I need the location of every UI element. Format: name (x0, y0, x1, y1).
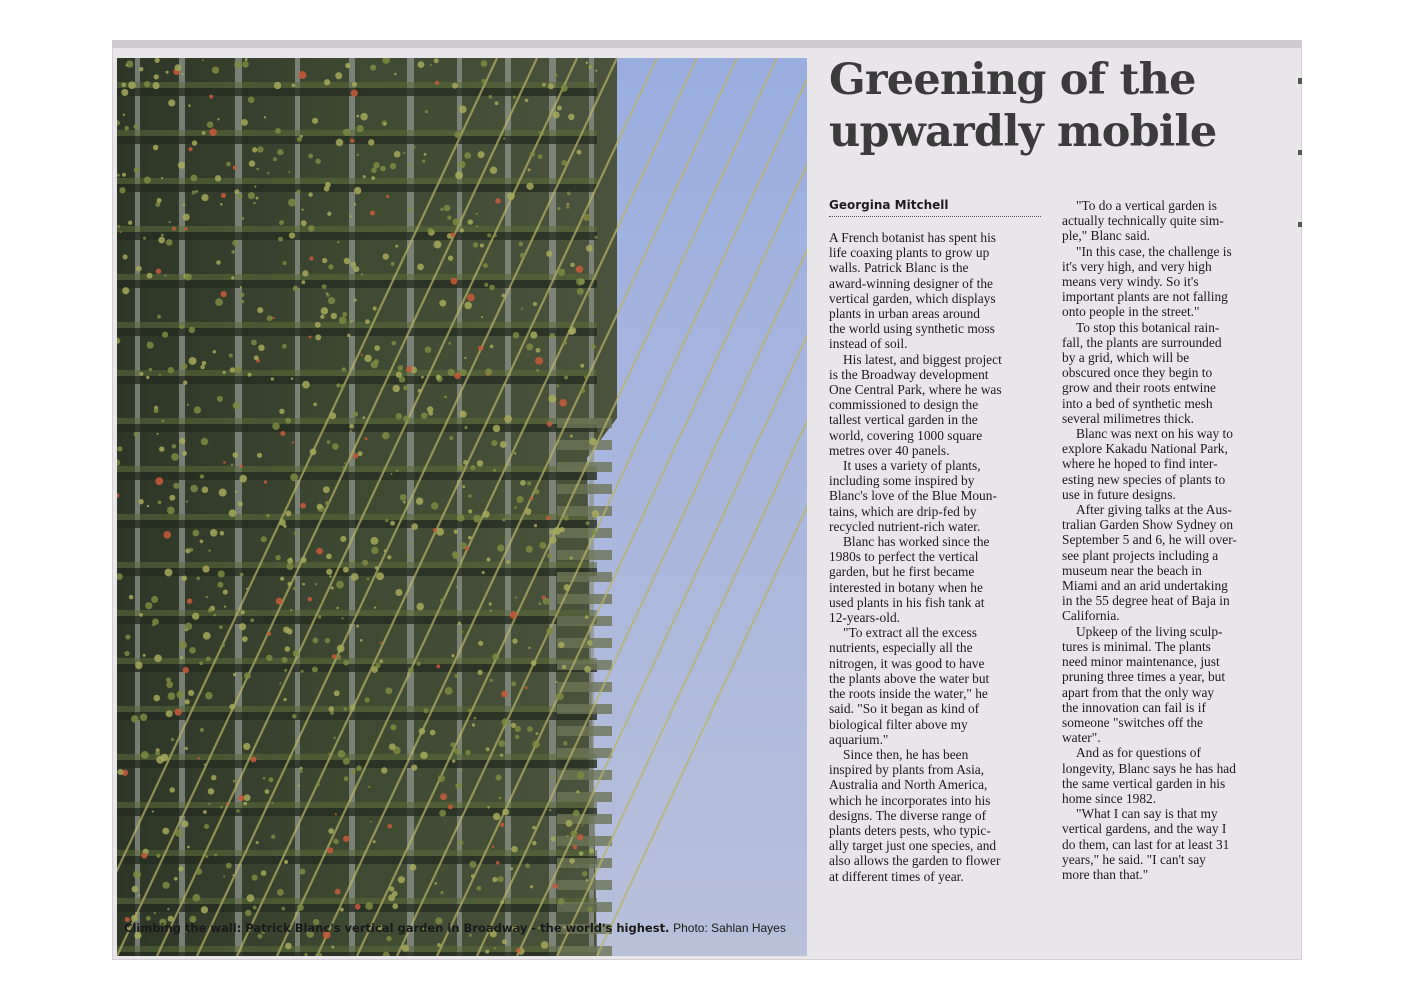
article-paragraph (1062, 806, 1277, 882)
text-line: used plants in his fish tank at (829, 594, 985, 610)
newspaper-clipping (112, 40, 1302, 960)
text-line: biological filter above my (829, 716, 968, 732)
text-line: "To extract all the excess (843, 625, 977, 641)
text-line: someone "switches off the (1062, 714, 1203, 730)
article-paragraph (1062, 502, 1277, 624)
article-paragraph (1062, 244, 1277, 320)
text-line: home since 1982. (1062, 790, 1157, 806)
text-line: "In this case, the challenge is (1076, 243, 1232, 259)
text-line: museum near the beach in (1062, 562, 1202, 578)
text-line: pruning three times a year, but (1062, 669, 1226, 685)
text-line: use in future designs. (1062, 486, 1176, 502)
text-line: Blanc's love of the Blue Moun- (829, 488, 997, 504)
headline (829, 54, 1299, 158)
text-line: at different times of year. (829, 868, 964, 884)
text-line: nutrients, especially all the (829, 640, 973, 656)
text-line: see plant projects including a (1062, 547, 1219, 563)
text-line: is the Broadway development (829, 366, 989, 382)
text-line: onto people in the street." (1062, 304, 1200, 320)
text-line: it's very high, and very high (1062, 258, 1212, 274)
text-line: designs. The diverse range of (829, 807, 987, 823)
text-line: said. "So it began as kind of (829, 701, 980, 717)
article-paragraph (1062, 198, 1277, 244)
text-line: 12-years-old. (829, 610, 901, 626)
article-paragraph (829, 747, 1046, 884)
text-line: After giving talks at the Aus- (1076, 502, 1232, 518)
article-paragraph (1062, 745, 1277, 806)
text-line: aquarium." (829, 731, 889, 747)
text-line: the same vertical garden in his (1062, 775, 1226, 791)
vertical-garden-photo (117, 58, 807, 956)
article-column-right (1062, 198, 1277, 882)
text-line: apart from that the only way (1062, 684, 1215, 700)
text-line: Australia and North America, (829, 777, 988, 793)
text-line: Upkeep of the living sculp- (1076, 623, 1223, 639)
text-line: metres over 40 panels. (829, 442, 950, 458)
text-line: A French botanist has spent his (829, 230, 996, 245)
article-column-left (829, 230, 1046, 884)
text-line: obscured once they begin to (1062, 365, 1213, 381)
text-line: esting new species of plants to (1062, 471, 1226, 487)
text-line: where he hoped to find inter- (1062, 456, 1218, 472)
text-line: several milimetres thick. (1062, 410, 1195, 426)
text-line: explore Kakadu National Park, (1062, 441, 1228, 457)
article-paragraph (829, 534, 1046, 625)
text-line: ally target just one species, and (829, 838, 997, 854)
text-line: And as for questions of (1076, 745, 1201, 761)
text-line: in the 55 degree heat of Baja in (1062, 593, 1230, 609)
text-line: It uses a variety of plants, (843, 458, 981, 474)
text-line: longevity, Blanc says he has had (1062, 760, 1236, 776)
article-paragraph (1062, 624, 1277, 746)
text-line: tralian Garden Show Sydney on (1062, 517, 1234, 533)
text-line: means very windy. So it's (1062, 274, 1199, 290)
text-line: vertical gardens, and the way I (1062, 821, 1227, 837)
text-line: instead of soil. (829, 336, 908, 352)
text-line: recycled nutrient-rich water. (829, 518, 981, 534)
text-line: by a grid, which will be (1062, 350, 1190, 366)
article-paragraph (829, 625, 1046, 747)
text-line: 1980s to perfect the vertical (829, 549, 979, 565)
text-line: tallest vertical garden in the (829, 412, 978, 428)
photo-credit: Photo: Sahlan Hayes (673, 921, 786, 935)
article-paragraph (829, 230, 1046, 352)
text-line: which he incorporates into his (829, 792, 991, 808)
text-line: also allows the garden to flower (829, 853, 1001, 869)
text-line: world, covering 1000 square (829, 427, 983, 443)
text-line: To stop this botanical rain- (1076, 319, 1220, 335)
text-line: award-winning designer of the (829, 275, 993, 291)
text-line: more than that." (1062, 866, 1149, 882)
article-paragraph (1062, 320, 1277, 426)
text-line: nitrogen, it was good to have (829, 655, 985, 671)
text-line: do them, can last for at least 31 (1062, 836, 1230, 852)
text-line: the plants above the water but (829, 670, 990, 686)
text-line: water". (1062, 730, 1101, 746)
photo-caption (124, 921, 824, 935)
text-line: tures is minimal. The plants (1062, 638, 1211, 654)
text-line: "To do a vertical garden is (1076, 198, 1217, 213)
text-line: vertical garden, which displays (829, 290, 996, 306)
text-line: tains, which are drip-fed by (829, 503, 977, 519)
text-line: plants deters pests, who typic- (829, 822, 991, 838)
article-paragraph (829, 458, 1046, 534)
text-line: the innovation can fail is if (1062, 699, 1206, 715)
text-line: actually technically quite sim- (1062, 213, 1224, 229)
text-line: life coaxing plants to grow up (829, 245, 990, 261)
text-line: Blanc was next on his way to (1076, 426, 1233, 442)
headline-line-1: Greening of the (829, 55, 1196, 105)
text-line: Since then, he has been (843, 746, 969, 762)
text-line: garden, but he first became (829, 564, 975, 580)
text-line: need minor maintenance, just (1062, 654, 1220, 670)
byline: Georgina Mitchell (829, 198, 1041, 217)
headline-line-2: upwardly mobile (829, 107, 1217, 157)
text-line: Miami and an arid undertaking (1062, 578, 1228, 594)
text-line: important plants are not falling (1062, 289, 1228, 305)
article-paragraph (1062, 426, 1277, 502)
text-line: California. (1062, 608, 1120, 624)
edge-mark (1298, 222, 1302, 227)
text-line: His latest, and biggest project (843, 351, 1002, 367)
text-line: Blanc has worked since the (843, 534, 990, 550)
text-line: grow and their roots entwine (1062, 380, 1216, 396)
text-line: the world using synthetic moss (829, 321, 995, 337)
text-line: walls. Patrick Blanc is the (829, 260, 969, 276)
text-line: "What I can say is that my (1076, 806, 1218, 822)
edge-mark (1298, 78, 1302, 84)
text-line: plants in urban areas around (829, 306, 980, 322)
text-line: September 5 and 6, he will over- (1062, 532, 1237, 548)
text-line: interested in botany when he (829, 579, 983, 595)
text-line: into a bed of synthetic mesh (1062, 395, 1213, 411)
text-line: years," he said. "I can't say (1062, 851, 1206, 867)
text-line: commissioned to design the (829, 397, 979, 413)
edge-mark (1298, 150, 1302, 155)
text-line: One Central Park, where he was (829, 382, 1002, 398)
text-line: including some inspired by (829, 473, 975, 489)
text-line: inspired by plants from Asia, (829, 762, 985, 778)
text-line: the roots inside the water," he (829, 686, 988, 702)
text-line: fall, the plants are surrounded (1062, 334, 1222, 350)
caption-lead: Climbing the wall: Patrick Blanc's vertical garden in Broadway - the world's highest. (124, 921, 670, 935)
text-line: ple," Blanc said. (1062, 228, 1151, 244)
article-paragraph (829, 352, 1046, 458)
